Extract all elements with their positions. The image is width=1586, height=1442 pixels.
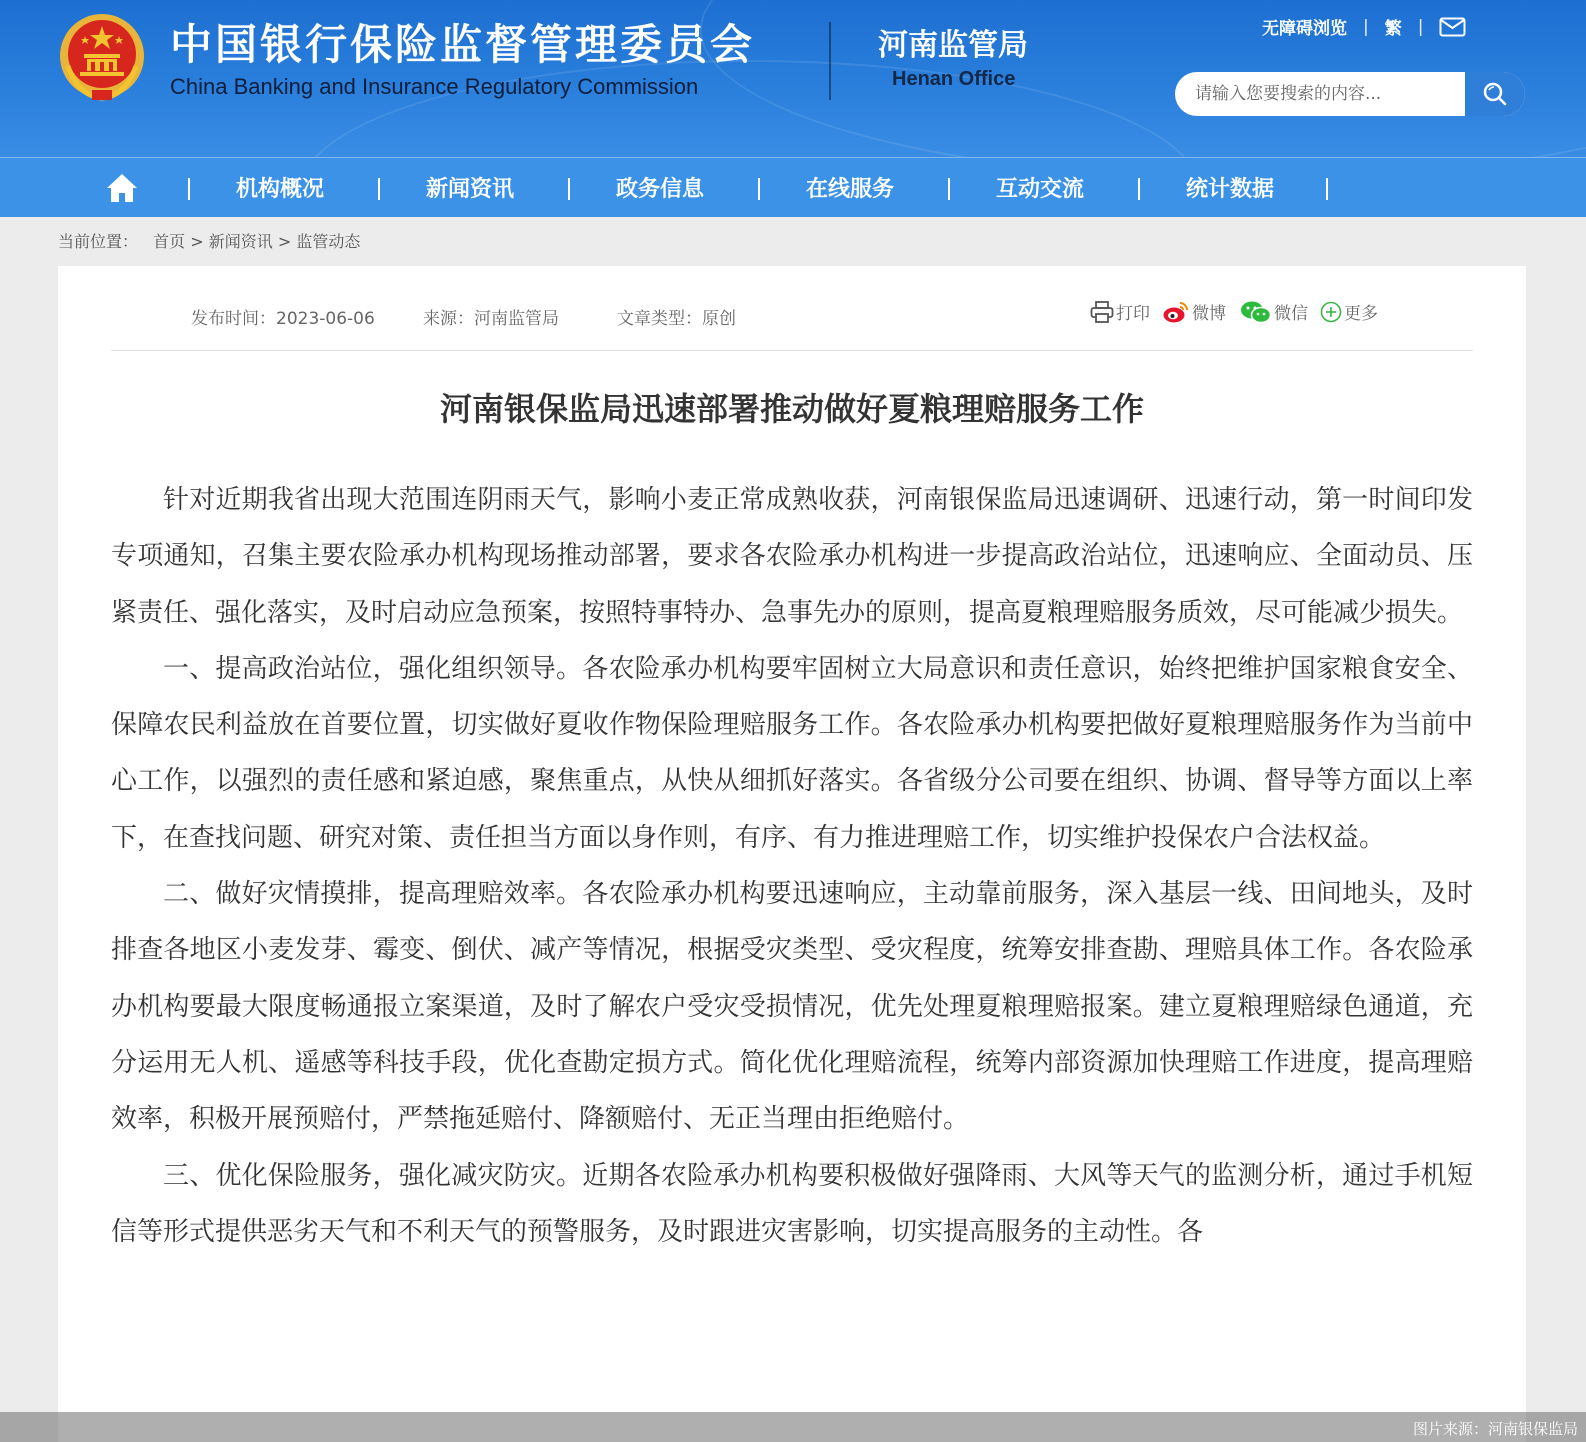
site-header [0, 0, 1586, 157]
search-input[interactable] [1175, 72, 1465, 116]
printer-icon [1090, 301, 1114, 323]
nav-separator [568, 178, 570, 200]
nav-item-news[interactable]: 新闻资讯 [426, 177, 515, 202]
link-separator: | [1363, 16, 1369, 37]
breadcrumb-home[interactable]: 首页 [153, 232, 186, 251]
wechat-label: 微信 [1274, 304, 1308, 324]
weibo-icon [1162, 300, 1190, 324]
nav-separator [948, 178, 950, 200]
image-caption: 图片来源：河南银保监局 [1412, 1420, 1578, 1438]
home-icon[interactable] [105, 172, 139, 204]
nav-separator [758, 178, 760, 200]
search-button[interactable] [1465, 72, 1525, 116]
share-wechat-button[interactable] [1240, 299, 1308, 324]
breadcrumb-separator: > [190, 232, 204, 251]
article-title: 河南银保监局迅速部署推动做好夏粮理赔服务工作 [439, 390, 1144, 428]
article-panel [58, 266, 1526, 1442]
office-name-cn: 河南监管局 [878, 28, 1028, 63]
article-paragraph: 二、做好灾情摸排，提高理赔效率。各农险承办机构要迅速响应，主动靠前服务，深入基层一线、田间地头，及时排查各地区小麦发芽、霉变、倒伏、减产等情况，根据受灾类型、受灾程度，统筹安排查勘、理赔具体工作。各农险承办机构要最大限度畅通报立案渠道，及时了解农户受灾受损情况，优先处理夏粮理赔报案。建立夏粮理赔绿色通道，充分运用无人机、遥感等科技手段，优化查勘定损方式。简化优化理赔流程，统筹内部资源加快理赔工作进度，提高理赔效率，积极开展预赔付，严禁拖延赔付、降额赔付、无正当理由拒绝赔付。 [111, 879, 1473, 1135]
mail-icon[interactable] [1439, 17, 1466, 37]
publish-time: 发布时间：2023-06-06 [191, 309, 375, 329]
article-type: 文章类型：原创 [617, 309, 736, 329]
wechat-icon [1240, 300, 1272, 324]
top-links [1262, 14, 1466, 39]
nav-item-interaction[interactable]: 互动交流 [996, 177, 1085, 202]
nav-item-government-info[interactable]: 政务信息 [616, 177, 705, 202]
nav-separator [378, 178, 380, 200]
nav-item-statistics[interactable]: 统计数据 [1186, 177, 1275, 202]
header-divider [829, 22, 831, 100]
nav-separator [1138, 178, 1140, 200]
breadcrumb-news[interactable]: 新闻资讯 [208, 232, 273, 251]
more-label: 更多 [1344, 304, 1378, 324]
meta-divider [111, 350, 1473, 351]
traditional-chinese-link[interactable]: 繁 [1384, 19, 1402, 39]
breadcrumb [58, 229, 360, 252]
plus-circle-icon [1320, 301, 1342, 323]
national-emblem-icon [58, 12, 146, 102]
nav-separator [188, 178, 190, 200]
weibo-label: 微博 [1192, 304, 1226, 324]
image-caption-bar [0, 1412, 1586, 1442]
breadcrumb-current[interactable]: 监管动态 [296, 232, 361, 251]
search-icon [1482, 81, 1508, 107]
main-nav [0, 157, 1586, 217]
nav-separator [1326, 178, 1328, 200]
article-source: 来源：河南监管局 [423, 309, 559, 329]
nav-item-organization[interactable]: 机构概况 [236, 177, 325, 202]
search-box [1175, 72, 1525, 116]
print-label: 打印 [1116, 304, 1150, 324]
link-separator: | [1417, 16, 1424, 37]
nav-item-online-services[interactable]: 在线服务 [806, 177, 895, 202]
share-more-button[interactable] [1320, 299, 1378, 324]
share-weibo-button[interactable] [1162, 299, 1226, 324]
accessibility-link[interactable]: 无障碍浏览 [1262, 19, 1347, 39]
print-button[interactable] [1090, 299, 1150, 324]
article-body [111, 472, 1473, 1260]
org-name-en: China Banking and Insurance Regulatory Commission [170, 74, 699, 99]
office-name-en: Henan Office [892, 68, 1016, 90]
org-name-cn: 中国银行保险监督管理委员会 [170, 20, 756, 69]
article-paragraph: 三、优化保险服务，强化减灾防灾。近期各农险承办机构要积极做好强降雨、大风等天气的监测分析，通过手机短信等形式提供恶劣天气和不利天气的预警服务，及时跟进灾害影响，切实提高服务的主动性。各 [111, 1160, 1473, 1247]
article-paragraph: 一、提高政治站位，强化组织领导。各农险承办机构要牢固树立大局意识和责任意识，始终把维护国家粮食安全、保障农民利益放在首要位置，切实做好夏收作物保险理赔服务工作。各农险承办机构要把做好夏粮理赔服务作为当前中心工作，以强烈的责任感和紧迫感，聚焦重点，从快从细抓好落实。各省级分公司要在组织、协调、督导等方面以上率下，在查找问题、研究对策、责任担当方面以身作则，有序、有力推进理赔工作，切实维护投保农户合法权益。 [111, 653, 1473, 853]
breadcrumb-label: 当前位置： [58, 232, 139, 251]
breadcrumb-separator: > [277, 232, 292, 251]
article-paragraph: 针对近期我省出现大范围连阴雨天气，影响小麦正常成熟收获，河南银保监局迅速调研、迅速行动，第一时间印发专项通知，召集主要农险承办机构现场推动部署，要求各农险承办机构进一步提高政治站位，迅速响应、全面动员、压紧责任、强化落实，及时启动应急预案，按照特事特办、急事先办的原则，提高夏粮理赔服务质效，尽可能减少损失。 [111, 485, 1473, 628]
